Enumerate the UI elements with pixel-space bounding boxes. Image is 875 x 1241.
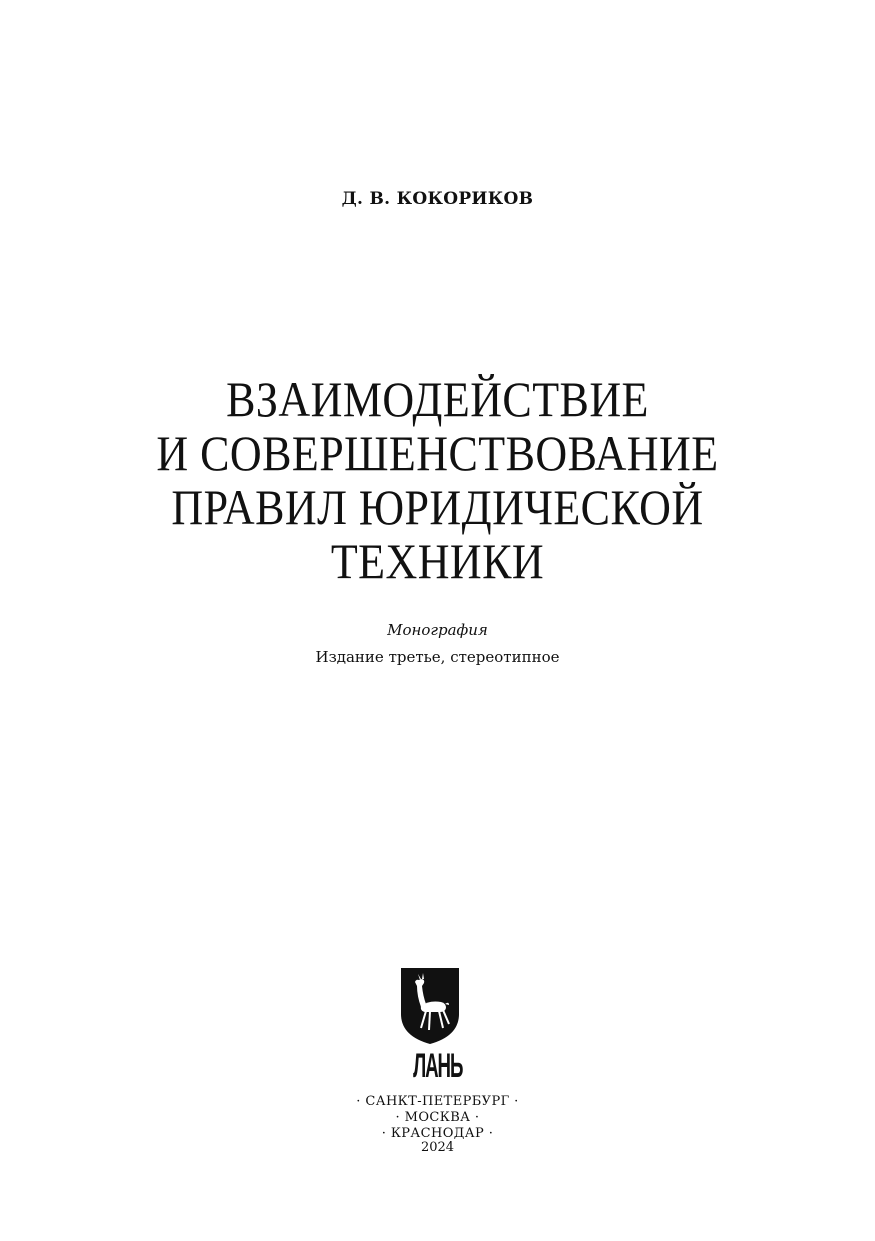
city-line-2: · МОСКВА · <box>395 1110 480 1125</box>
book-genre: Монография <box>387 621 488 639</box>
publisher-cities <box>0 1094 875 1142</box>
book-title <box>0 372 875 588</box>
title-line-2: И СОВЕРШЕНСТВОВАНИЕ <box>156 425 719 481</box>
edition-note: Издание третье, стереотипное <box>315 648 560 666</box>
publisher-name <box>0 1046 875 1086</box>
deer-emblem-icon <box>399 966 461 1046</box>
author-name: Д. В. КОКОРИКОВ <box>341 189 534 209</box>
title-line-4: ТЕХНИКИ <box>330 533 545 589</box>
publication-year: 2024 <box>420 1140 455 1155</box>
title-line-3: ПРАВИЛ ЮРИДИЧЕСКОЙ <box>171 479 704 535</box>
title-line-1: ВЗАИМОДЕЙСТВИЕ <box>226 371 649 427</box>
city-line-3: · КРАСНОДАР · <box>381 1126 494 1141</box>
publisher-name-text: ЛАНЬ <box>412 1047 463 1085</box>
city-line-1: · САНКТ-ПЕТЕРБУРГ · <box>356 1094 519 1109</box>
